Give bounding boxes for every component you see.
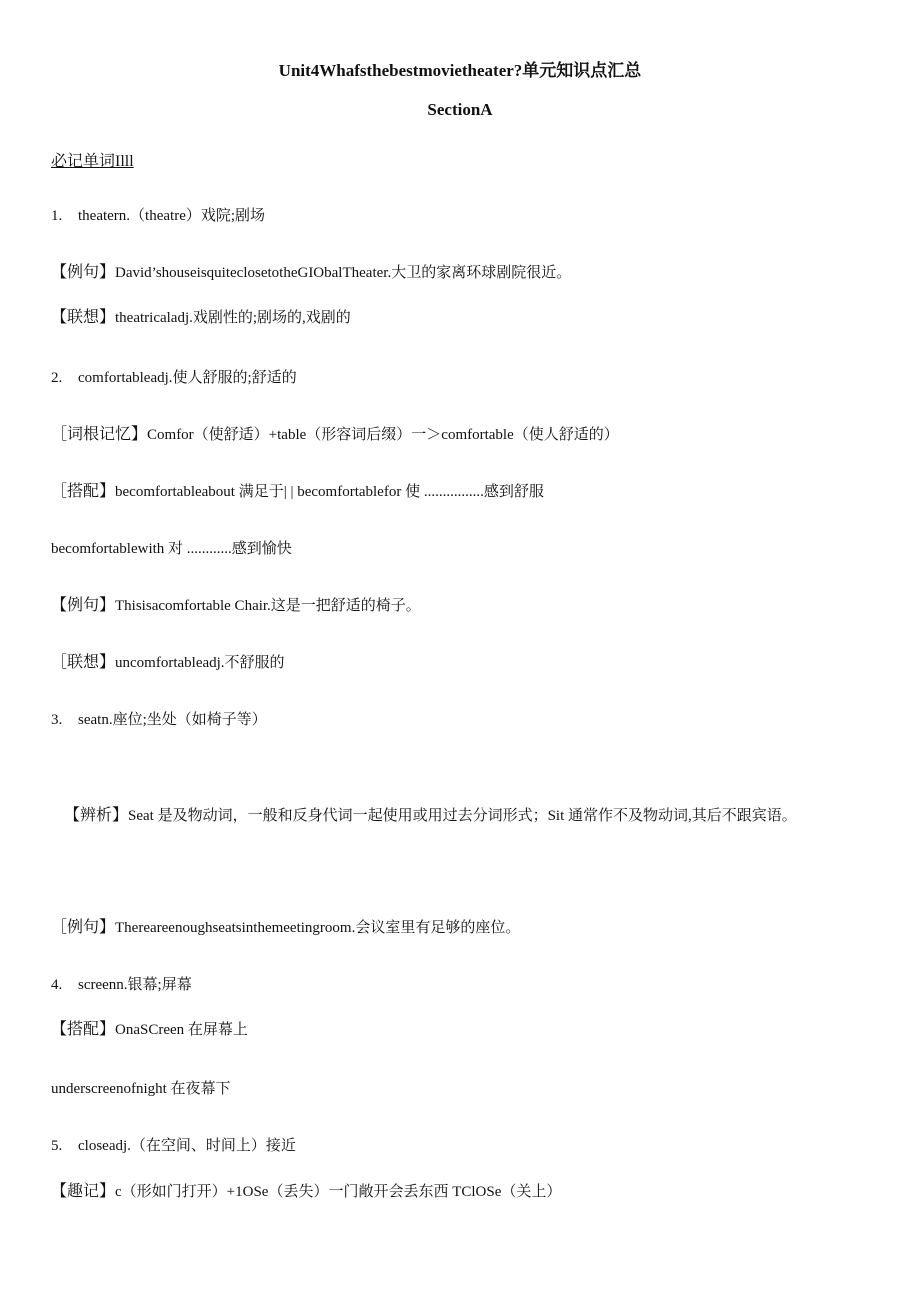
entry-2-text: comfortableadj.使人舒服的;舒适的	[78, 370, 297, 386]
entry-4-word	[51, 975, 192, 995]
collocation-label: 【搭配】	[51, 1021, 116, 1038]
example-label: ［例句】	[51, 919, 116, 936]
collocation-text: OnaSCreen 在屏幕上	[115, 1022, 248, 1038]
vocab-heading: 必记单词Illl	[51, 153, 134, 170]
memory-text: c（形如门打开）+1OSe（丢失）一门敞开会丢东西 TClOSe（关上）	[115, 1184, 562, 1200]
entry-2-collocation	[51, 482, 544, 502]
entry-3-number: 3.	[51, 712, 63, 728]
root-memory-text: Comfor（使舒适）+table（形容词后缀）一＞comfortable（使人舒适的）	[147, 427, 619, 443]
entry-3-example	[51, 918, 520, 938]
entry-2-word	[51, 368, 297, 388]
entry-3-analysis	[51, 790, 866, 842]
entry-4-number: 4.	[51, 977, 63, 993]
entry-2-association	[51, 653, 285, 673]
entry-1-text: theatern.（theatre）戏院;剧场	[78, 208, 266, 224]
section-title: SectionA	[427, 100, 493, 119]
entry-3-word	[51, 710, 267, 730]
entry-2-collocation-2	[51, 539, 292, 559]
entry-1-association	[51, 308, 351, 328]
page-title: Unit4Whafsthebestmovietheater?单元知识点汇总	[278, 61, 642, 80]
entry-5-memory	[51, 1182, 561, 1202]
entry-1-number: 1.	[51, 208, 63, 224]
example-text: Thereareenoughseatsinthemeetingroom.会议室里有足够的座位。	[115, 920, 521, 936]
entry-2-example	[51, 596, 421, 616]
entry-4-collocation-2	[51, 1079, 231, 1099]
entry-2-number: 2.	[51, 370, 63, 386]
entry-3-text: seatn.座位;坐处（如椅子等）	[78, 712, 267, 728]
entry-5-text: closeadj.（在空间、时间上）接近	[78, 1138, 296, 1154]
entry-5-word	[51, 1136, 296, 1156]
entry-5-number: 5.	[51, 1138, 63, 1154]
entry-1-word	[51, 206, 265, 226]
association-label: ［联想】	[51, 654, 116, 671]
analysis-text: Seat 是及物动词，一般和反身代词一起使用或用过去分词形式；Sit 通常作不及物动词,其后不跟宾语。	[128, 808, 797, 824]
memory-label: 【趣记】	[51, 1183, 116, 1200]
example-text: David’shouseisquiteclosetotheGIObalTheater.大卫的家离环球剧院很近。	[115, 265, 572, 281]
root-memory-label: ［词根记忆】	[51, 426, 148, 443]
example-text: Thisisacomfortable Chair.这是一把舒适的椅子。	[115, 598, 421, 614]
example-label: 【例句】	[51, 264, 116, 281]
entry-4-collocation	[51, 1020, 248, 1040]
collocation-text-2: becomfortablewith 对 ............感到愉快	[51, 541, 292, 557]
collocation-text-2: underscreenofnight 在夜幕下	[51, 1081, 231, 1097]
analysis-label: 【辨析】	[64, 807, 129, 824]
collocation-text: becomfortableabout 满足于| | becomfortablefor 使 ................感到舒服	[115, 484, 544, 500]
entry-4-text: screenn.银幕;屏幕	[78, 977, 192, 993]
association-label: 【联想】	[51, 309, 116, 326]
collocation-label: ［搭配】	[51, 483, 116, 500]
association-text: uncomfortableadj.不舒服的	[115, 655, 285, 671]
entry-1-example	[51, 263, 571, 283]
association-text: theatricaladj.戏剧性的;剧场的,戏剧的	[115, 310, 351, 326]
entry-2-root-memory	[51, 425, 619, 445]
example-label: 【例句】	[51, 597, 116, 614]
